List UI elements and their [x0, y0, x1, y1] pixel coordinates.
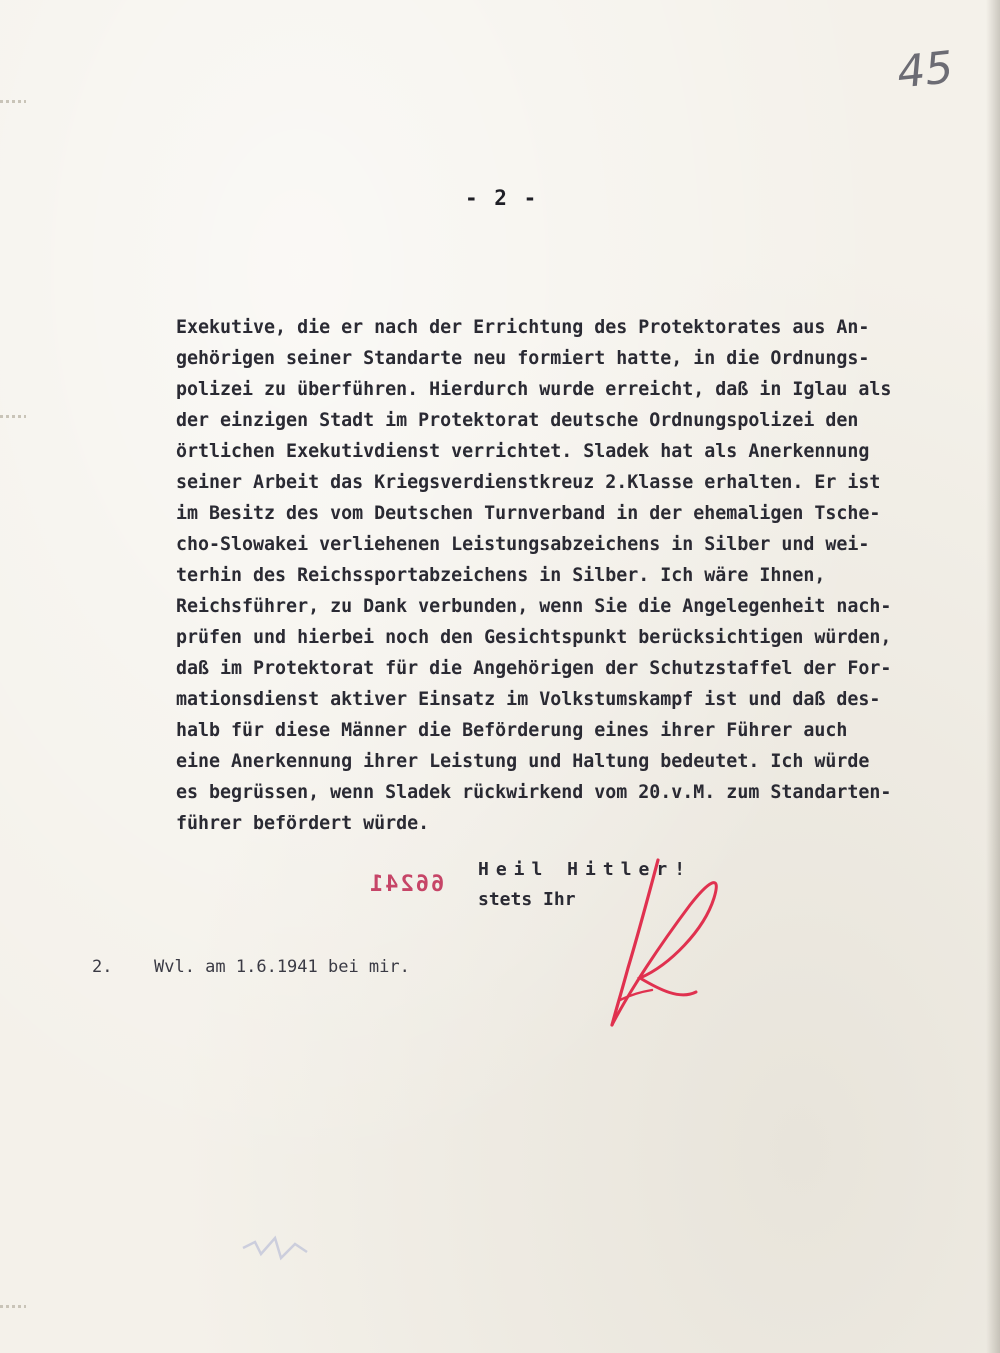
letter-body	[176, 312, 976, 839]
body-line: örtlichen Exekutivdienst verrichtet. Sladek hat als Anerkennung	[176, 441, 870, 462]
body-line: im Besitz des vom Deutschen Turnverband in der ehemaligen Tsche-	[176, 503, 881, 524]
body-line: der einzigen Stadt im Protektorat deutsche Ordnungspolizei den	[176, 410, 859, 431]
body-line: mationsdienst aktiver Einsatz im Volkstumskampf ist und daß des-	[176, 689, 881, 710]
body-line: halb für diese Männer die Beförderung eines ihrer Führer auch	[176, 720, 848, 741]
margin-mark	[0, 1305, 26, 1308]
registry-stamp-number: 66241	[368, 872, 445, 897]
page-number: - 2 -	[465, 186, 539, 210]
body-line: seiner Arbeit das Kriegsverdienstkreuz 2.Klasse erhalten. Er ist	[176, 472, 881, 493]
body-line: es begrüssen, wenn Sladek rückwirkend vom 20.v.M. zum Standarten-	[176, 782, 892, 803]
note-text: Wvl. am 1.6.1941 bei mir.	[154, 957, 410, 977]
body-line: Exekutive, die er nach der Errichtung des Protektorates aus An-	[176, 317, 870, 338]
body-line: gehörigen seiner Standarte neu formiert hatte, in die Ordnungs-	[176, 348, 870, 369]
note-number: 2.	[92, 957, 113, 977]
body-line: eine Anerkennung ihrer Leistung und Haltung bedeutet. Ich würde	[176, 751, 870, 772]
page-edge-shadow	[986, 0, 1000, 1353]
folio-number: 45	[894, 41, 956, 99]
body-line: prüfen und hierbei noch den Gesichtspunkt berücksichtigen würden,	[176, 627, 892, 648]
body-line: Reichsführer, zu Dank verbunden, wenn Sie die Angelegenheit nach-	[176, 596, 892, 617]
body-line: daß im Protektorat für die Angehörigen der Schutzstaffel der For-	[176, 658, 892, 679]
body-line: terhin des Reichssportabzeichens in Silber. Ich wäre Ihnen,	[176, 565, 826, 586]
ink-smudge	[235, 1228, 325, 1268]
margin-mark	[0, 100, 26, 103]
resubmission-note	[92, 957, 410, 977]
body-line: führer befördert würde.	[176, 813, 430, 834]
margin-mark	[0, 415, 26, 418]
handwritten-signature	[600, 850, 740, 1040]
closing-sign-off: stets Ihr	[478, 889, 576, 910]
body-line: cho-Slowakei verliehenen Leistungsabzeichens in Silber und wei-	[176, 534, 870, 555]
closing-greeting: Heil Hitler!	[478, 859, 693, 880]
body-line: polizei zu überführen. Hierdurch wurde erreicht, daß in Iglau als	[176, 379, 892, 400]
